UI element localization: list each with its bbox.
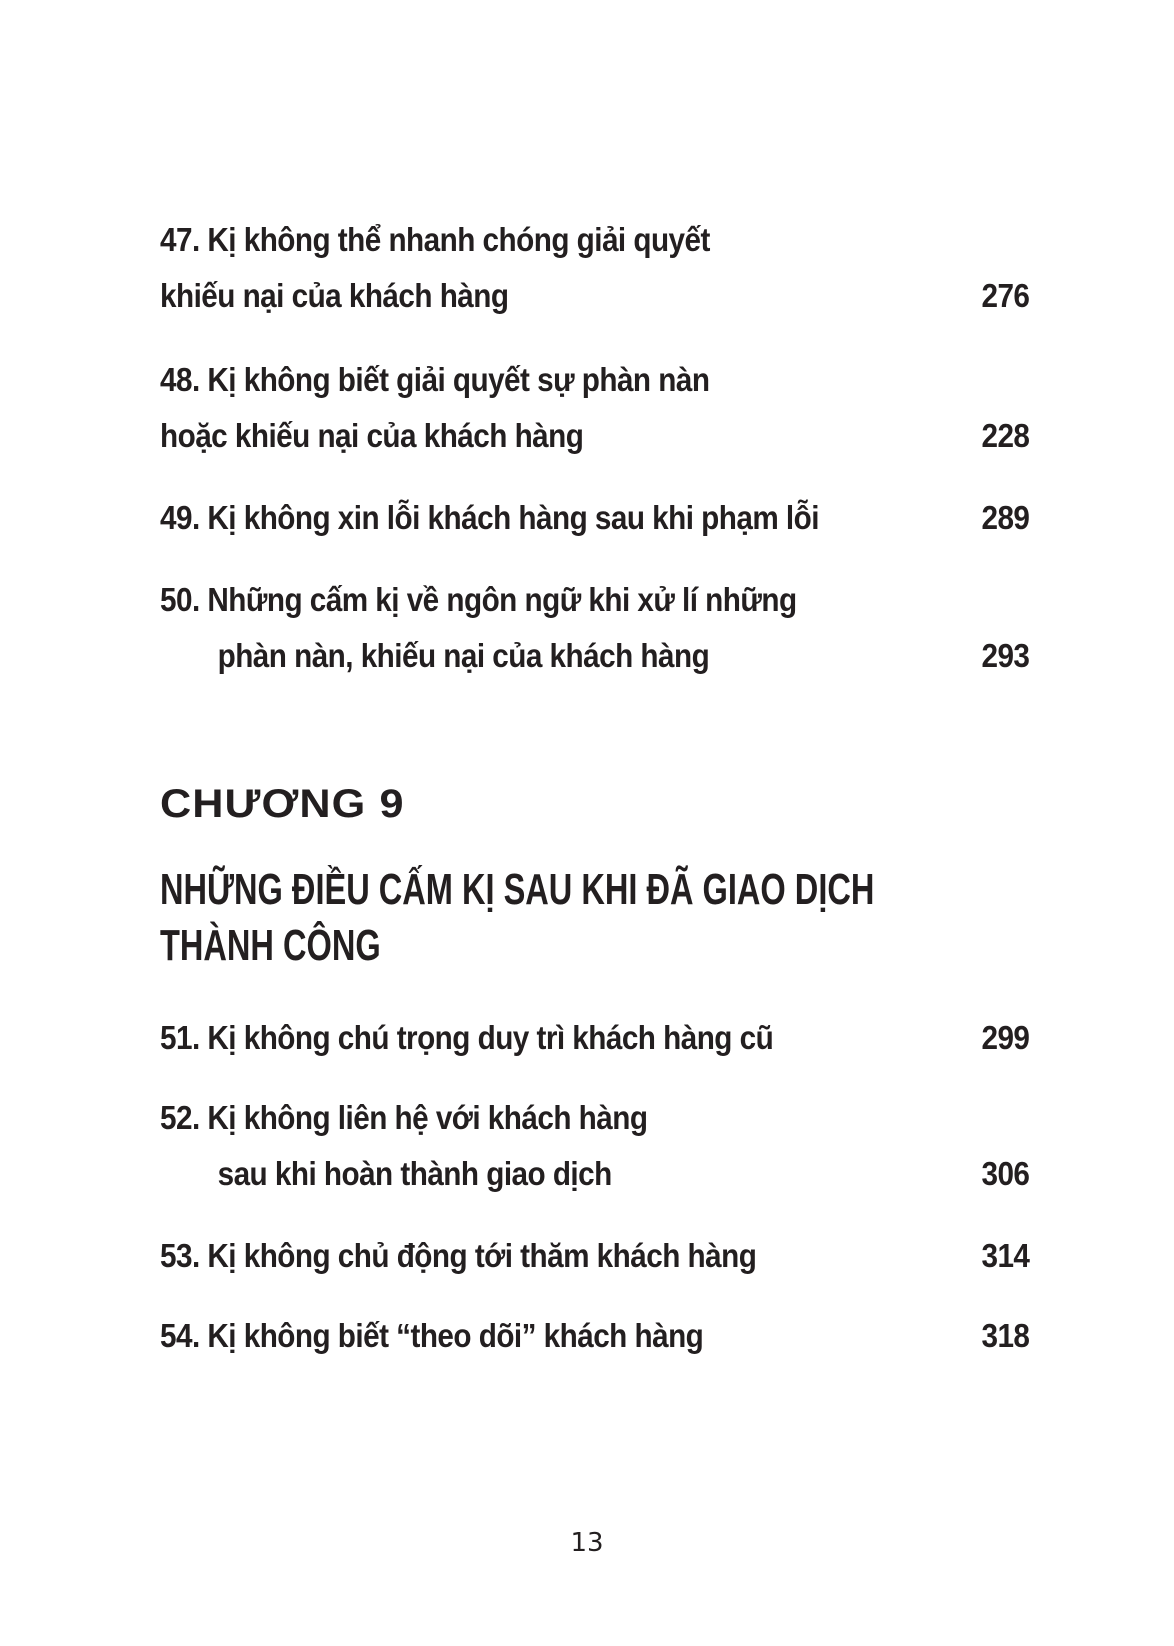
toc-entry-line: 52. Kị không liên hệ với khách hàng xyxy=(160,1099,648,1136)
toc-entry-line: 48. Kị không biết giải quyết sự phàn nàn xyxy=(160,361,710,398)
toc-entry-line xyxy=(160,1228,1030,1284)
chapter-title xyxy=(160,862,875,974)
toc-entry-text: khiếu nại của khách hàng xyxy=(160,277,509,314)
toc-entry-line xyxy=(160,1146,1030,1202)
toc-entry-47[interactable] xyxy=(160,212,1030,324)
page-number: 13 xyxy=(570,1528,604,1558)
toc-entry-text: sau khi hoàn thành giao dịch xyxy=(217,1155,612,1192)
toc-entry-52[interactable] xyxy=(160,1090,1030,1202)
toc-entry-line: 47. Kị không thể nhanh chóng giải quyết xyxy=(160,221,710,258)
toc-entry-line xyxy=(160,1308,1030,1364)
toc-page-number: 293 xyxy=(981,637,1030,674)
toc-entry-49[interactable] xyxy=(160,490,1030,546)
toc-entry-text: 53. Kị không chủ động tới thăm khách hàng xyxy=(160,1237,757,1274)
toc-entry-text: 51. Kị không chú trọng duy trì khách hàng cũ xyxy=(160,1019,774,1056)
chapter-title-line: THÀNH CÔNG xyxy=(160,921,381,970)
toc-entry-50[interactable] xyxy=(160,572,1030,684)
toc-entry-text: hoặc khiếu nại của khách hàng xyxy=(160,417,584,454)
toc-page-number: 306 xyxy=(981,1155,1030,1192)
toc-page-number: 299 xyxy=(981,1019,1030,1056)
toc-entry-54[interactable] xyxy=(160,1308,1030,1364)
toc-page-number: 318 xyxy=(981,1317,1030,1354)
toc-entry-line xyxy=(160,268,1030,324)
chapter-label: CHƯƠNG 9 xyxy=(160,782,405,826)
toc-entry-51[interactable] xyxy=(160,1010,1030,1066)
toc-entry-48[interactable] xyxy=(160,352,1030,464)
chapter-title-line: NHỮNG ĐIỀU CẤM KỊ SAU KHI ĐÃ GIAO DỊCH xyxy=(160,865,875,914)
toc-entry-line: 50. Những cấm kị về ngôn ngữ khi xử lí những xyxy=(160,581,797,618)
toc-entry-line xyxy=(160,490,1030,546)
toc-page-number: 228 xyxy=(981,417,1030,454)
toc-page-number: 314 xyxy=(981,1237,1030,1274)
toc-entry-line xyxy=(160,408,1030,464)
toc-entry-line xyxy=(160,1010,1030,1066)
toc-entry-text: 49. Kị không xin lỗi khách hàng sau khi phạm lỗi xyxy=(160,499,819,536)
toc-entry-53[interactable] xyxy=(160,1228,1030,1284)
toc-entry-text: 54. Kị không biết “theo dõi” khách hàng xyxy=(160,1317,704,1354)
toc-entry-line xyxy=(160,628,1030,684)
toc-page-number: 276 xyxy=(981,277,1030,314)
toc-entry-text: phàn nàn, khiếu nại của khách hàng xyxy=(217,637,710,674)
toc-page-number: 289 xyxy=(981,499,1030,536)
